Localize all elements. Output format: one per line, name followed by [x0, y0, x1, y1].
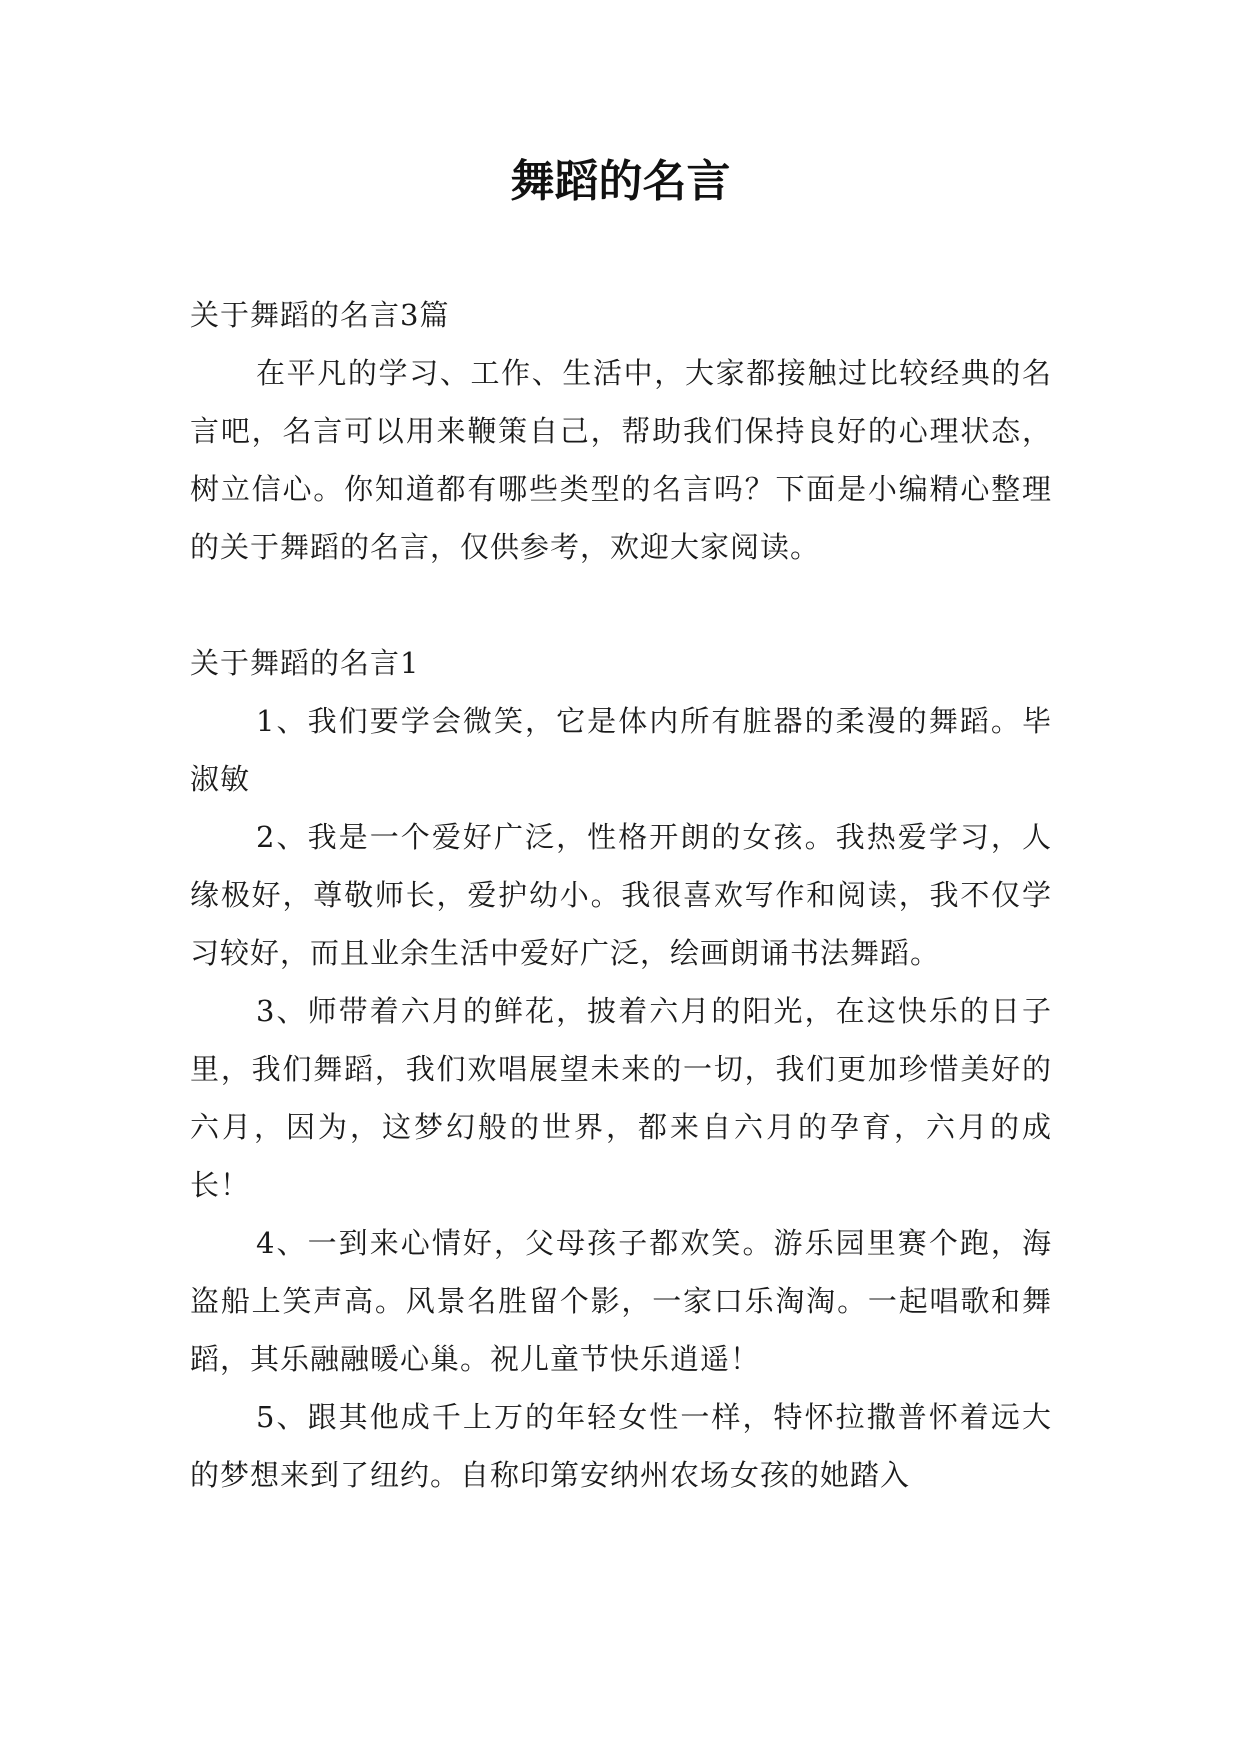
quote-item: 5、跟其他成千上万的年轻女性一样，特怀拉撒普怀着远大的梦想来到了纽约。自称印第安纳州农场女孩的她踏入 — [190, 1400, 1052, 1492]
document-body — [190, 286, 1052, 1504]
quote-item: 4、一到来心情好，父母孩子都欢笑。游乐园里赛个跑，海盗船上笑声高。风景名胜留个影，一家口乐淘淘。一起唱歌和舞蹈，其乐融融暖心巢。祝儿童节快乐逍遥！ — [190, 1226, 1052, 1376]
section-spacer — [190, 576, 1052, 634]
quote-item: 2、我是一个爱好广泛，性格开朗的女孩。我热爱学习，人缘极好，尊敬师长，爱护幼小。我很喜欢写作和阅读，我不仅学习较好，而且业余生活中爱好广泛，绘画朗诵书法舞蹈。 — [190, 820, 1052, 970]
quote-item: 3、师带着六月的鲜花，披着六月的阳光，在这快乐的日子里，我们舞蹈，我们欢唱展望未来的一切，我们更加珍惜美好的六月，因为，这梦幻般的世界，都来自六月的孕育，六月的成长！ — [190, 994, 1052, 1202]
intro-paragraph: 在平凡的学习、工作、生活中，大家都接触过比较经典的名言吧，名言可以用来鞭策自己，帮助我们保持良好的心理状态，树立信心。你知道都有哪些类型的名言吗？下面是小编精心整理的关于舞蹈的名言，仅供参考，欢迎大家阅读。 — [190, 356, 1052, 564]
quote-item: 1、我们要学会微笑，它是体内所有脏器的柔漫的舞蹈。毕淑敏 — [190, 704, 1052, 796]
intro-heading: 关于舞蹈的名言3篇 — [190, 298, 450, 332]
section-heading: 关于舞蹈的名言1 — [190, 646, 420, 680]
document-title: 舞蹈的名言 — [510, 156, 731, 207]
